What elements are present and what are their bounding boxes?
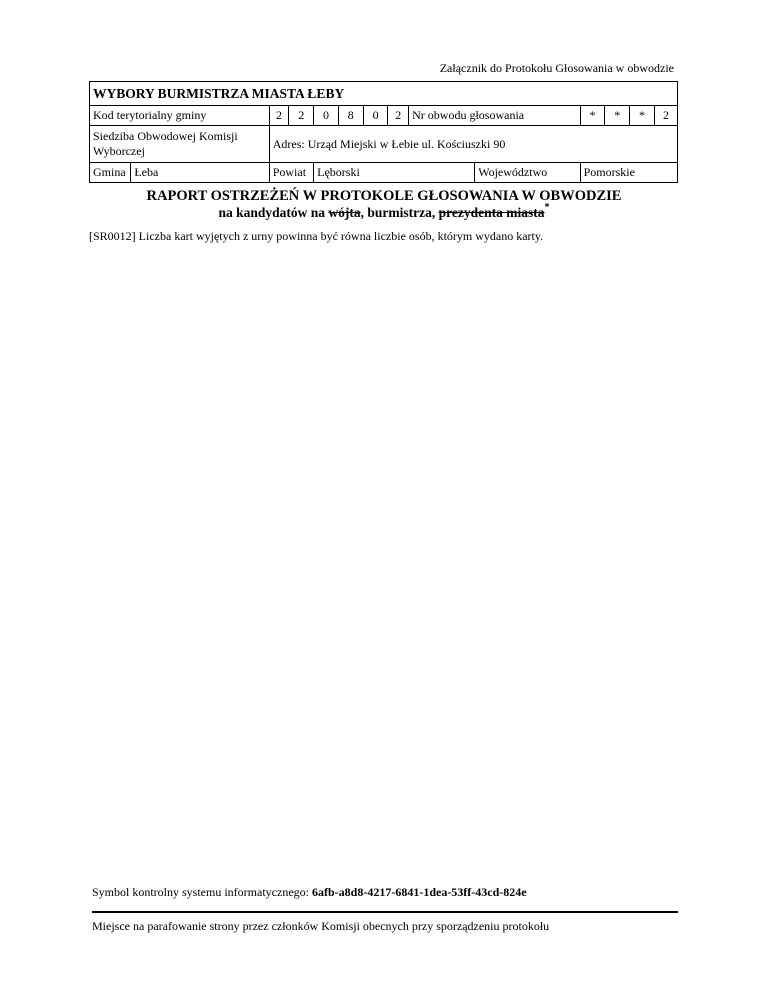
struck-option: wójta bbox=[328, 205, 361, 220]
report-subtitle bbox=[0, 202, 768, 221]
voivodeship-label: Województwo bbox=[475, 163, 580, 183]
footer-divider bbox=[92, 911, 678, 913]
code-digit: 2 bbox=[388, 106, 409, 126]
code-label: Kod terytorialny gminy bbox=[90, 106, 270, 126]
subtitle-prefix: na kandydatów na bbox=[218, 205, 329, 220]
powiat-label: Powiat bbox=[269, 163, 313, 183]
code-digit: 0 bbox=[363, 106, 388, 126]
struck-option: prezydenta miasta bbox=[438, 205, 545, 220]
gmina-label: Gmina bbox=[90, 163, 131, 183]
district-digit: * bbox=[630, 106, 655, 126]
code-digit: 2 bbox=[289, 106, 314, 126]
district-digit: 2 bbox=[654, 106, 677, 126]
warning-message: [SR0012] Liczba kart wyjętych z urny powinna być równa liczbie osób, którym wydano karty. bbox=[89, 229, 544, 243]
footnote-mark: * bbox=[544, 202, 550, 213]
seat-label: Siedziba Obwodowej Komisji Wyborczej bbox=[90, 126, 270, 163]
seat-value: Adres: Urząd Miejski w Łebie ul. Kościuszki 90 bbox=[269, 126, 677, 163]
initials-note: Miejsce na parafowanie strony przez członków Komisji obecnych przy sporządzeniu protokołu bbox=[92, 919, 550, 933]
annex-label: Załącznik do Protokołu Głosowania w obwodzie bbox=[439, 61, 674, 75]
voivodeship-value: Pomorskie bbox=[580, 163, 677, 183]
gmina-value: Łeba bbox=[131, 163, 269, 183]
control-label: Symbol kontrolny systemu informatycznego: bbox=[92, 885, 312, 899]
code-digit: 8 bbox=[338, 106, 363, 126]
district-digit: * bbox=[605, 106, 630, 126]
code-digit: 2 bbox=[269, 106, 289, 126]
report-title: RAPORT OSTRZEŻEŃ W PROTOKOLE GŁOSOWANIA W OBWODZIE bbox=[146, 188, 622, 204]
district-label: Nr obwodu głosowania bbox=[409, 106, 580, 126]
control-symbol bbox=[92, 885, 527, 900]
subtitle-middle: , burmistrza, bbox=[360, 205, 439, 220]
district-digit: * bbox=[580, 106, 605, 126]
header-table bbox=[89, 81, 678, 183]
code-digit: 0 bbox=[314, 106, 339, 126]
powiat-value: Lęborski bbox=[314, 163, 475, 183]
control-value: 6afb-a8d8-4217-6841-1dea-53ff-43cd-824e bbox=[311, 885, 527, 899]
election-title: WYBORY BURMISTRZA MIASTA ŁEBY bbox=[90, 82, 678, 106]
